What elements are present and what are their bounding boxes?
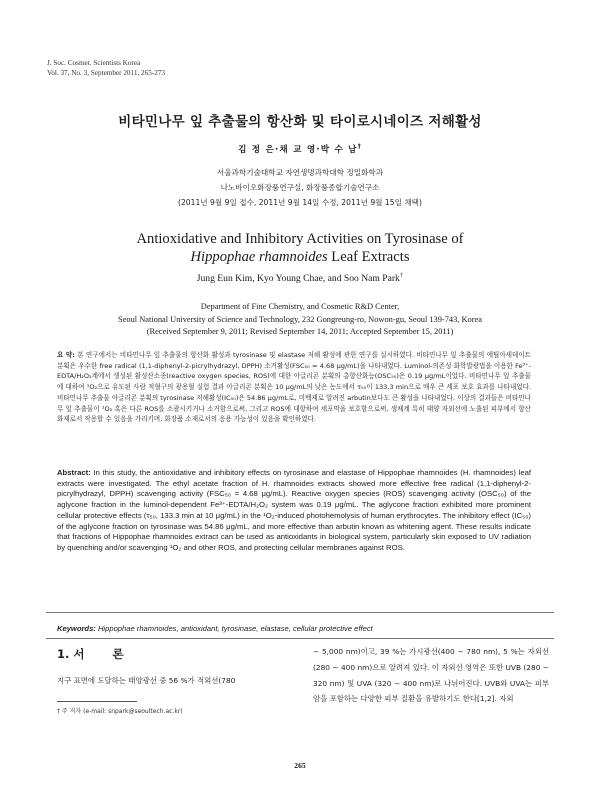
keywords-top-rule [46, 612, 554, 613]
footnote: † 주 저자 (e-mail: snpark@seoultech.ac.kr) [57, 708, 183, 715]
english-abstract [57, 468, 531, 554]
body-column-right: ∼ 5,000 nm)이고, 39 %는 가시광선(400 ∼ 780 nm), 5 %는 자외선(280 ∼ 400 nm)으로 알려져 있다. 이 자외선 영역은 또한 UVB (280 ∼ 320 nm) 및 UVA (320 ∼ 400 nm)로 나뉘어진다. UVB와 UVA는 피부암을 포함하는 다양한 피부 질환을 유발하기도 한다[1,2]. 자외 [313, 647, 549, 704]
page-number: 265 [294, 761, 306, 770]
korean-abstract [57, 350, 531, 425]
korean-abstract-text: 본 연구에서는 비타민나무 잎 추출물의 항산화 활성과 tyrosinase 및 elastase 저해 활성에 관한 연구를 실시하였다. 비타민나무 잎 추출물의 에틸아세테이트 분획은 우수한 free radical (1,1-diphenyl-2-picrylhydrazyl, DPPH) 소거활성(FSC₅₀ = 4.68 μg/mL)을 나타내었다. Luminol-의존성 화학발광법을 이용한 Fe³⁺-EDTA/H₂O₂계에서 생성된 활성산소종(reactive oxygen species, ROS)에 대한 아글리콘 분획의 총항산화능(OSC₅₀)은 0.19 μg/mL이었다. 비타민나무 잎 추출물에 대하여 ¹O₂으로 유도된 사람 적혈구의 광용혈 실험 결과 아글리콘 분획은 10 μg/mL의 낮은 농도에서 τ₅₀이 133.3 min으로 매우 큰 세포 보호 효과를 나타내었다. 비타민나무 추출물 아글리콘 분획의 tyrosinase 저해활성(IC₅₀)은 54.86 μg/mL로, 미백제로 알려진 arbutin보다도 큰 활성을 나타내었다. 이상의 결과들은 비타민나무 잎 추출물이 ¹O₂ 혹은 다른 ROS를 소광시키거나 소거함으로써, 그리고 ROS에 대항하여 세포막을 보호함으로써, 생체계 특히 태양 자외선에 노출된 피부에서 항산화제로서 작용할 수 있음을 가리키며, 화장품 소재로서의 응용 가능성이 있음을 확인하였다. [57, 351, 531, 424]
journal-name: J. Soc. Cosmet. Scientists Korea [47, 59, 141, 67]
english-author-names: Jung Eun Kim, Kyo Young Chae, and Soo Nam Park [196, 273, 400, 284]
keywords-label: Keywords: [57, 624, 96, 633]
section-title: 서 론 [73, 647, 124, 661]
english-title [0, 230, 600, 266]
english-affiliation [0, 301, 600, 339]
english-corresponding-mark: † [399, 271, 404, 279]
journal-volume: Vol. 37, No. 3, September 2011, 265-273 [47, 69, 165, 77]
species-name: Hippophae rhamnoides [190, 249, 328, 265]
section-heading [57, 646, 124, 662]
english-title-line1: Antioxidative and Inhibitory Activities on Tyrosinase of [136, 231, 464, 247]
body-column-left: 지구 표면에 도달하는 태양광선 중 56 %가 적외선(780 [57, 676, 236, 685]
korean-affiliation [0, 165, 600, 210]
english-abstract-text: In this study, the antioxidative and inhibitory effects on tyrosinase and elastase of Hippophae rhamnoides (H. rhamnoides) leaf extracts were investigated. The ethyl acetate fraction of H. rhamnoides extracts showed more effective free radical (1,1-diphenyl-2-picrylhydrazyl, DPPH) scavenging activity (FSC₅₀ = 4.68 μg/mL). Reactive oxygen species (ROS) scavenging activity (OSC₅₀) of the aglycone fraction in the luminol-dependent Fe³⁺-EDTA/H₂O₂ system was 0.19 μg/mL. The aglycone fraction exhibited more prominent cellular protective effects (τ₅₀, 133.3 min at 10 μg/mL) in the ¹O₂-induced photohemolysis of human erythrocytes. The inhibitory effect (IC₅₀) of the aglycone fraction on tyrosinase was 54.86 μg/mL, and more effective than arbutin known as whitening agent. These results indicate that fractions of Hippophae rhamnoides extract can be used as antioxidants in biological system, particularly skin exposed to UV radiation by quenching and/or scavenging ¹O₂ and other ROS, and protecting cellular membranes against ROS. [57, 468, 532, 552]
english-abstract-label: Abstract: [57, 468, 91, 477]
korean-title: 비타민나무 잎 추출물의 항산화 및 타이로시네이즈 저해활성 [118, 114, 482, 130]
korean-aff-line2: 나노바이오화장품연구실, 화장품종합기술연구소 [220, 183, 380, 192]
english-title-line2 [0, 248, 600, 266]
english-authors [0, 273, 600, 284]
section-number: 1. [57, 647, 70, 661]
korean-aff-line1: 서울과학기술대학교 자연생명과학대학 정밀화학과 [216, 168, 384, 177]
keywords-text: Hippophae rhamnoides, antioxidant, tyrosinase, elastase, cellular protective effect [97, 624, 373, 633]
english-title-rest: Leaf Extracts [327, 249, 410, 265]
journal-header [47, 58, 165, 78]
korean-dates: (2011년 9월 9일 접수, 2011년 9월 14일 수정, 2011년 9월 15일 채택) [178, 198, 422, 207]
keywords [57, 624, 531, 633]
english-aff-line1: Department of Fine Chemistry, and Cosmetic R&D Center, [200, 302, 400, 311]
english-dates: (Received September 9, 2011; Revised September 14, 2011; Accepted September 15, 2011) [146, 327, 454, 336]
english-aff-line2: Seoul National University of Science and Technology, 232 Gongreung-ro, Nowon-gu, Seoul 139-743, Korea [118, 314, 482, 324]
footnote-rule [57, 701, 137, 702]
corresponding-mark: † [357, 143, 362, 151]
keywords-bottom-rule [46, 638, 554, 639]
korean-authors [0, 143, 600, 155]
korean-author-names: 김 정 은·채 교 영·박 수 남 [238, 145, 358, 155]
korean-abstract-label: 요 약: [57, 351, 75, 359]
